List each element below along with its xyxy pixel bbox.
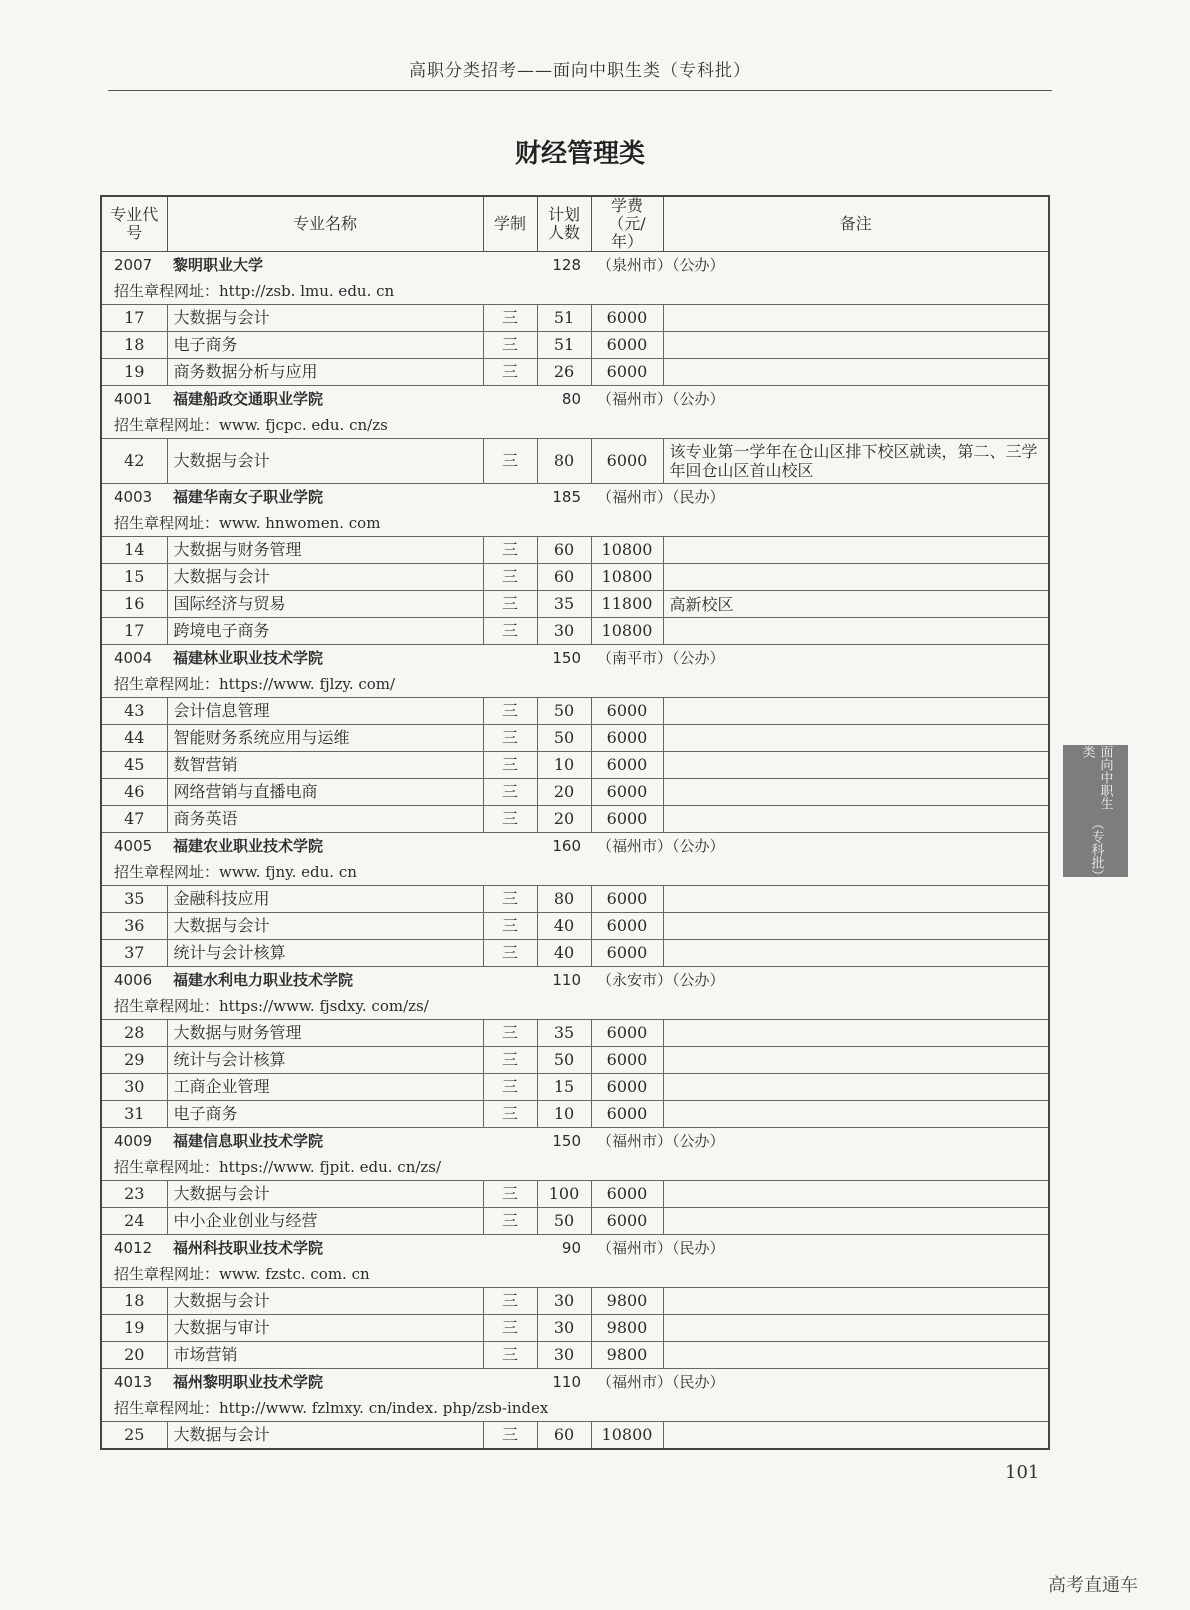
school-url-row: [101, 510, 1049, 537]
major-name: 大数据与财务管理: [167, 1020, 483, 1047]
major-note: [663, 618, 1049, 645]
school-name: 福建华南女子职业学院: [173, 488, 324, 506]
major-fee: 6000: [591, 940, 663, 967]
major-code: 15: [101, 564, 167, 591]
major-code: 18: [101, 332, 167, 359]
major-fee: 6000: [591, 806, 663, 833]
major-code: 45: [101, 752, 167, 779]
table-row: [101, 618, 1049, 645]
major-fee: 6000: [591, 305, 663, 332]
major-fee: 9800: [591, 1342, 663, 1369]
major-duration: 三: [483, 1181, 537, 1208]
table-row: [101, 1047, 1049, 1074]
major-name: 大数据与会计: [167, 1181, 483, 1208]
school-url: 招生章程网址：www. fzstc. com. cn: [114, 1265, 370, 1283]
school-url: 招生章程网址：https://www. fjlzy. com/: [114, 675, 396, 693]
major-note: [663, 305, 1049, 332]
school-url: 招生章程网址：https://www. fjsdxy. com/zs/: [114, 997, 429, 1015]
major-note: [663, 1101, 1049, 1128]
major-name: 工商企业管理: [167, 1074, 483, 1101]
major-plan: 30: [537, 618, 591, 645]
major-fee: 6000: [591, 1208, 663, 1235]
major-fee: 10800: [591, 537, 663, 564]
school-row: [101, 1128, 1049, 1155]
side-tab: [1063, 745, 1128, 882]
major-note: [663, 1208, 1049, 1235]
school-row: [101, 386, 1049, 413]
school-info: （福州市）（公办）: [597, 390, 725, 408]
major-duration: 三: [483, 332, 537, 359]
major-code: 31: [101, 1101, 167, 1128]
table-row: [101, 359, 1049, 386]
school-info: （福州市）（民办）: [597, 1239, 725, 1257]
enrollment-table-wrapper: [100, 195, 1048, 1450]
school-url-row: [101, 993, 1049, 1020]
major-fee: 10800: [591, 564, 663, 591]
major-name: 大数据与会计: [167, 305, 483, 332]
table-row: [101, 591, 1049, 618]
school-url: 招生章程网址：www. hnwomen. com: [114, 514, 381, 532]
major-code: 29: [101, 1047, 167, 1074]
major-plan: 20: [537, 779, 591, 806]
major-note: [663, 1020, 1049, 1047]
header-plan: 计划人数: [537, 196, 591, 252]
major-code: 20: [101, 1342, 167, 1369]
header-fee: 学费（元/年）: [591, 196, 663, 252]
major-name: 统计与会计核算: [167, 940, 483, 967]
major-duration: 三: [483, 779, 537, 806]
major-duration: 三: [483, 886, 537, 913]
major-duration: 三: [483, 359, 537, 386]
major-name: 大数据与会计: [167, 439, 483, 484]
school-row: [101, 645, 1049, 672]
page-number: 101: [1005, 1462, 1040, 1483]
major-code: 16: [101, 591, 167, 618]
major-duration: 三: [483, 564, 537, 591]
school-code: 4013: [114, 1373, 153, 1391]
major-duration: 三: [483, 305, 537, 332]
school-plan: 150: [552, 1132, 581, 1150]
school-name: 福建农业职业技术学院: [173, 837, 324, 855]
major-duration: 三: [483, 439, 537, 484]
header-rule: [108, 90, 1052, 91]
major-name: 电子商务: [167, 332, 483, 359]
major-note: [663, 940, 1049, 967]
major-note: [663, 1047, 1049, 1074]
school-row: [101, 833, 1049, 860]
school-name: 福建水利电力职业技术学院: [173, 971, 354, 989]
major-note: [663, 886, 1049, 913]
major-name: 跨境电子商务: [167, 618, 483, 645]
major-plan: 51: [537, 305, 591, 332]
major-name: 商务数据分析与应用: [167, 359, 483, 386]
header-duration: 学制: [483, 196, 537, 252]
header-name: 专业名称: [167, 196, 483, 252]
major-note: [663, 779, 1049, 806]
major-plan: 20: [537, 806, 591, 833]
table-row: [101, 913, 1049, 940]
school-code: 2007: [114, 256, 153, 274]
major-fee: 6000: [591, 886, 663, 913]
table-row: [101, 752, 1049, 779]
major-duration: 三: [483, 618, 537, 645]
major-name: 市场营销: [167, 1342, 483, 1369]
school-info: （福州市）（民办）: [597, 1373, 725, 1391]
school-url: 招生章程网址：www. fjny. edu. cn: [114, 863, 357, 881]
table-row: [101, 940, 1049, 967]
major-name: 会计信息管理: [167, 698, 483, 725]
side-tab-line2: （专科批）: [1088, 817, 1104, 882]
watermark: 高考直通车: [1048, 1575, 1138, 1596]
major-note: [663, 537, 1049, 564]
major-plan: 30: [537, 1288, 591, 1315]
school-url: 招生章程网址：https://www. fjpit. edu. cn/zs/: [114, 1158, 442, 1176]
major-name: 大数据与会计: [167, 564, 483, 591]
table-row: [101, 1208, 1049, 1235]
major-code: 28: [101, 1020, 167, 1047]
school-url-row: [101, 1395, 1049, 1422]
major-code: 24: [101, 1208, 167, 1235]
major-name: 大数据与会计: [167, 1422, 483, 1450]
school-code: 4009: [114, 1132, 153, 1150]
table-row: [101, 1315, 1049, 1342]
school-plan: 128: [552, 256, 581, 274]
major-note: [663, 1181, 1049, 1208]
major-code: 35: [101, 886, 167, 913]
major-duration: 三: [483, 913, 537, 940]
school-info: （南平市）（公办）: [597, 649, 725, 667]
major-code: 37: [101, 940, 167, 967]
major-code: 18: [101, 1288, 167, 1315]
major-plan: 35: [537, 1020, 591, 1047]
major-fee: 9800: [591, 1315, 663, 1342]
major-fee: 10800: [591, 618, 663, 645]
major-note: [663, 332, 1049, 359]
major-plan: 10: [537, 752, 591, 779]
major-plan: 60: [537, 537, 591, 564]
major-duration: 三: [483, 698, 537, 725]
section-title: 财经管理类: [514, 139, 645, 169]
table-row: [101, 305, 1049, 332]
school-url: 招生章程网址：http://zsb. lmu. edu. cn: [114, 282, 395, 300]
major-code: 36: [101, 913, 167, 940]
table-row: [101, 439, 1049, 484]
major-note: [663, 1288, 1049, 1315]
major-plan: 50: [537, 1208, 591, 1235]
major-name: 数智营销: [167, 752, 483, 779]
major-code: 17: [101, 618, 167, 645]
school-row: [101, 967, 1049, 994]
major-name: 电子商务: [167, 1101, 483, 1128]
major-plan: 50: [537, 725, 591, 752]
major-note: [663, 1422, 1049, 1450]
major-plan: 15: [537, 1074, 591, 1101]
school-name: 福建船政交通职业学院: [173, 390, 324, 408]
major-name: 大数据与会计: [167, 913, 483, 940]
major-note: [663, 725, 1049, 752]
school-plan: 110: [552, 971, 581, 989]
school-name: 福州黎明职业技术学院: [173, 1373, 324, 1391]
school-code: 4004: [114, 649, 153, 667]
major-plan: 35: [537, 591, 591, 618]
major-plan: 40: [537, 913, 591, 940]
side-tab-line1: 面向中职生类: [1079, 745, 1113, 810]
school-row: [101, 1369, 1049, 1396]
table-row: [101, 1101, 1049, 1128]
major-name: 统计与会计核算: [167, 1047, 483, 1074]
school-info: （福州市）（民办）: [597, 488, 725, 506]
school-url: 招生章程网址：http://www. fzlmxy. cn/index. php/zsb-index: [114, 1399, 549, 1417]
major-note: [663, 752, 1049, 779]
major-duration: 三: [483, 1342, 537, 1369]
major-fee: 6000: [591, 1181, 663, 1208]
major-duration: 三: [483, 752, 537, 779]
major-name: 大数据与财务管理: [167, 537, 483, 564]
major-plan: 100: [537, 1181, 591, 1208]
school-url-row: [101, 412, 1049, 439]
table-row: [101, 564, 1049, 591]
major-duration: 三: [483, 1101, 537, 1128]
major-duration: 三: [483, 537, 537, 564]
major-name: 商务英语: [167, 806, 483, 833]
school-url-row: [101, 278, 1049, 305]
table-row: [101, 1181, 1049, 1208]
major-code: 43: [101, 698, 167, 725]
major-code: 23: [101, 1181, 167, 1208]
major-note: [663, 806, 1049, 833]
school-url: 招生章程网址：www. fjcpc. edu. cn/zs: [114, 416, 388, 434]
school-code: 4012: [114, 1239, 153, 1257]
major-plan: 51: [537, 332, 591, 359]
school-plan: 150: [552, 649, 581, 667]
table-row: [101, 779, 1049, 806]
major-name: 智能财务系统应用与运维: [167, 725, 483, 752]
header-note: 备注: [663, 196, 1049, 252]
major-note: [663, 1315, 1049, 1342]
school-code: 4005: [114, 837, 153, 855]
school-row: [101, 484, 1049, 511]
major-code: 25: [101, 1422, 167, 1450]
major-name: 中小企业创业与经营: [167, 1208, 483, 1235]
major-name: 金融科技应用: [167, 886, 483, 913]
major-note: [663, 913, 1049, 940]
major-code: 30: [101, 1074, 167, 1101]
major-fee: 6000: [591, 752, 663, 779]
major-duration: 三: [483, 940, 537, 967]
major-duration: 三: [483, 1074, 537, 1101]
school-plan: 160: [552, 837, 581, 855]
school-row: [101, 1235, 1049, 1262]
major-duration: 三: [483, 1047, 537, 1074]
school-name: 黎明职业大学: [173, 256, 264, 274]
school-plan: 110: [552, 1373, 581, 1391]
major-name: 大数据与审计: [167, 1315, 483, 1342]
school-plan: 80: [561, 390, 581, 408]
major-plan: 40: [537, 940, 591, 967]
school-code: 4003: [114, 488, 153, 506]
major-name: 网络营销与直播电商: [167, 779, 483, 806]
major-fee: 6000: [591, 698, 663, 725]
major-code: 19: [101, 1315, 167, 1342]
major-code: 46: [101, 779, 167, 806]
school-info: （福州市）（公办）: [597, 837, 725, 855]
major-plan: 30: [537, 1315, 591, 1342]
major-note: [663, 359, 1049, 386]
major-fee: 6000: [591, 439, 663, 484]
major-plan: 50: [537, 698, 591, 725]
major-code: 47: [101, 806, 167, 833]
table-row: [101, 725, 1049, 752]
major-plan: 30: [537, 1342, 591, 1369]
school-url-row: [101, 671, 1049, 698]
table-row: [101, 332, 1049, 359]
major-code: 17: [101, 305, 167, 332]
school-name: 福建信息职业技术学院: [173, 1132, 324, 1150]
major-plan: 60: [537, 564, 591, 591]
major-fee: 6000: [591, 913, 663, 940]
major-note: [663, 564, 1049, 591]
school-info: （永安市）（公办）: [597, 971, 725, 989]
enrollment-table: [100, 195, 1050, 1450]
major-plan: 26: [537, 359, 591, 386]
major-fee: 6000: [591, 332, 663, 359]
table-row: [101, 1020, 1049, 1047]
school-code: 4001: [114, 390, 153, 408]
major-plan: 50: [537, 1047, 591, 1074]
table-row: [101, 1074, 1049, 1101]
major-fee: 6000: [591, 1020, 663, 1047]
school-row: [101, 252, 1049, 279]
major-fee: 6000: [591, 1047, 663, 1074]
school-plan: 90: [561, 1239, 581, 1257]
school-info: （泉州市）（公办）: [597, 256, 725, 274]
major-fee: 6000: [591, 1074, 663, 1101]
major-duration: 三: [483, 806, 537, 833]
major-duration: 三: [483, 725, 537, 752]
school-url-row: [101, 1261, 1049, 1288]
major-fee: 6000: [591, 359, 663, 386]
major-code: 44: [101, 725, 167, 752]
header-code: 专业代号: [101, 196, 167, 252]
major-duration: 三: [483, 591, 537, 618]
major-note: 高新校区: [663, 591, 1049, 618]
table-body: [101, 252, 1049, 1450]
major-code: 14: [101, 537, 167, 564]
major-plan: 80: [537, 439, 591, 484]
table-row: [101, 1342, 1049, 1369]
major-code: 19: [101, 359, 167, 386]
major-note: [663, 1342, 1049, 1369]
table-row: [101, 698, 1049, 725]
major-plan: 10: [537, 1101, 591, 1128]
running-header: 高职分类招考——面向中职生类（专科批）: [409, 61, 751, 81]
major-fee: 6000: [591, 725, 663, 752]
school-code: 4006: [114, 971, 153, 989]
school-info: （福州市）（公办）: [597, 1132, 725, 1150]
major-plan: 60: [537, 1422, 591, 1450]
school-name: 福州科技职业技术学院: [173, 1239, 324, 1257]
major-name: 国际经济与贸易: [167, 591, 483, 618]
school-url-row: [101, 859, 1049, 886]
school-name: 福建林业职业技术学院: [173, 649, 324, 667]
table-row: [101, 806, 1049, 833]
major-note: 该专业第一学年在仓山区排下校区就读，第二、三学年回仓山区首山校区: [663, 439, 1049, 484]
major-fee: 10800: [591, 1422, 663, 1450]
school-plan: 185: [552, 488, 581, 506]
table-row: [101, 537, 1049, 564]
major-name: 大数据与会计: [167, 1288, 483, 1315]
major-duration: 三: [483, 1288, 537, 1315]
school-url-row: [101, 1154, 1049, 1181]
major-duration: 三: [483, 1315, 537, 1342]
table-row: [101, 1288, 1049, 1315]
major-fee: 6000: [591, 1101, 663, 1128]
major-duration: 三: [483, 1020, 537, 1047]
major-note: [663, 698, 1049, 725]
major-code: 42: [101, 439, 167, 484]
major-note: [663, 1074, 1049, 1101]
major-fee: 6000: [591, 779, 663, 806]
table-row: [101, 886, 1049, 913]
table-header-row: [101, 196, 1049, 252]
major-duration: 三: [483, 1208, 537, 1235]
major-plan: 80: [537, 886, 591, 913]
table-row: [101, 1422, 1049, 1450]
major-fee: 11800: [591, 591, 663, 618]
major-duration: 三: [483, 1422, 537, 1450]
major-fee: 9800: [591, 1288, 663, 1315]
